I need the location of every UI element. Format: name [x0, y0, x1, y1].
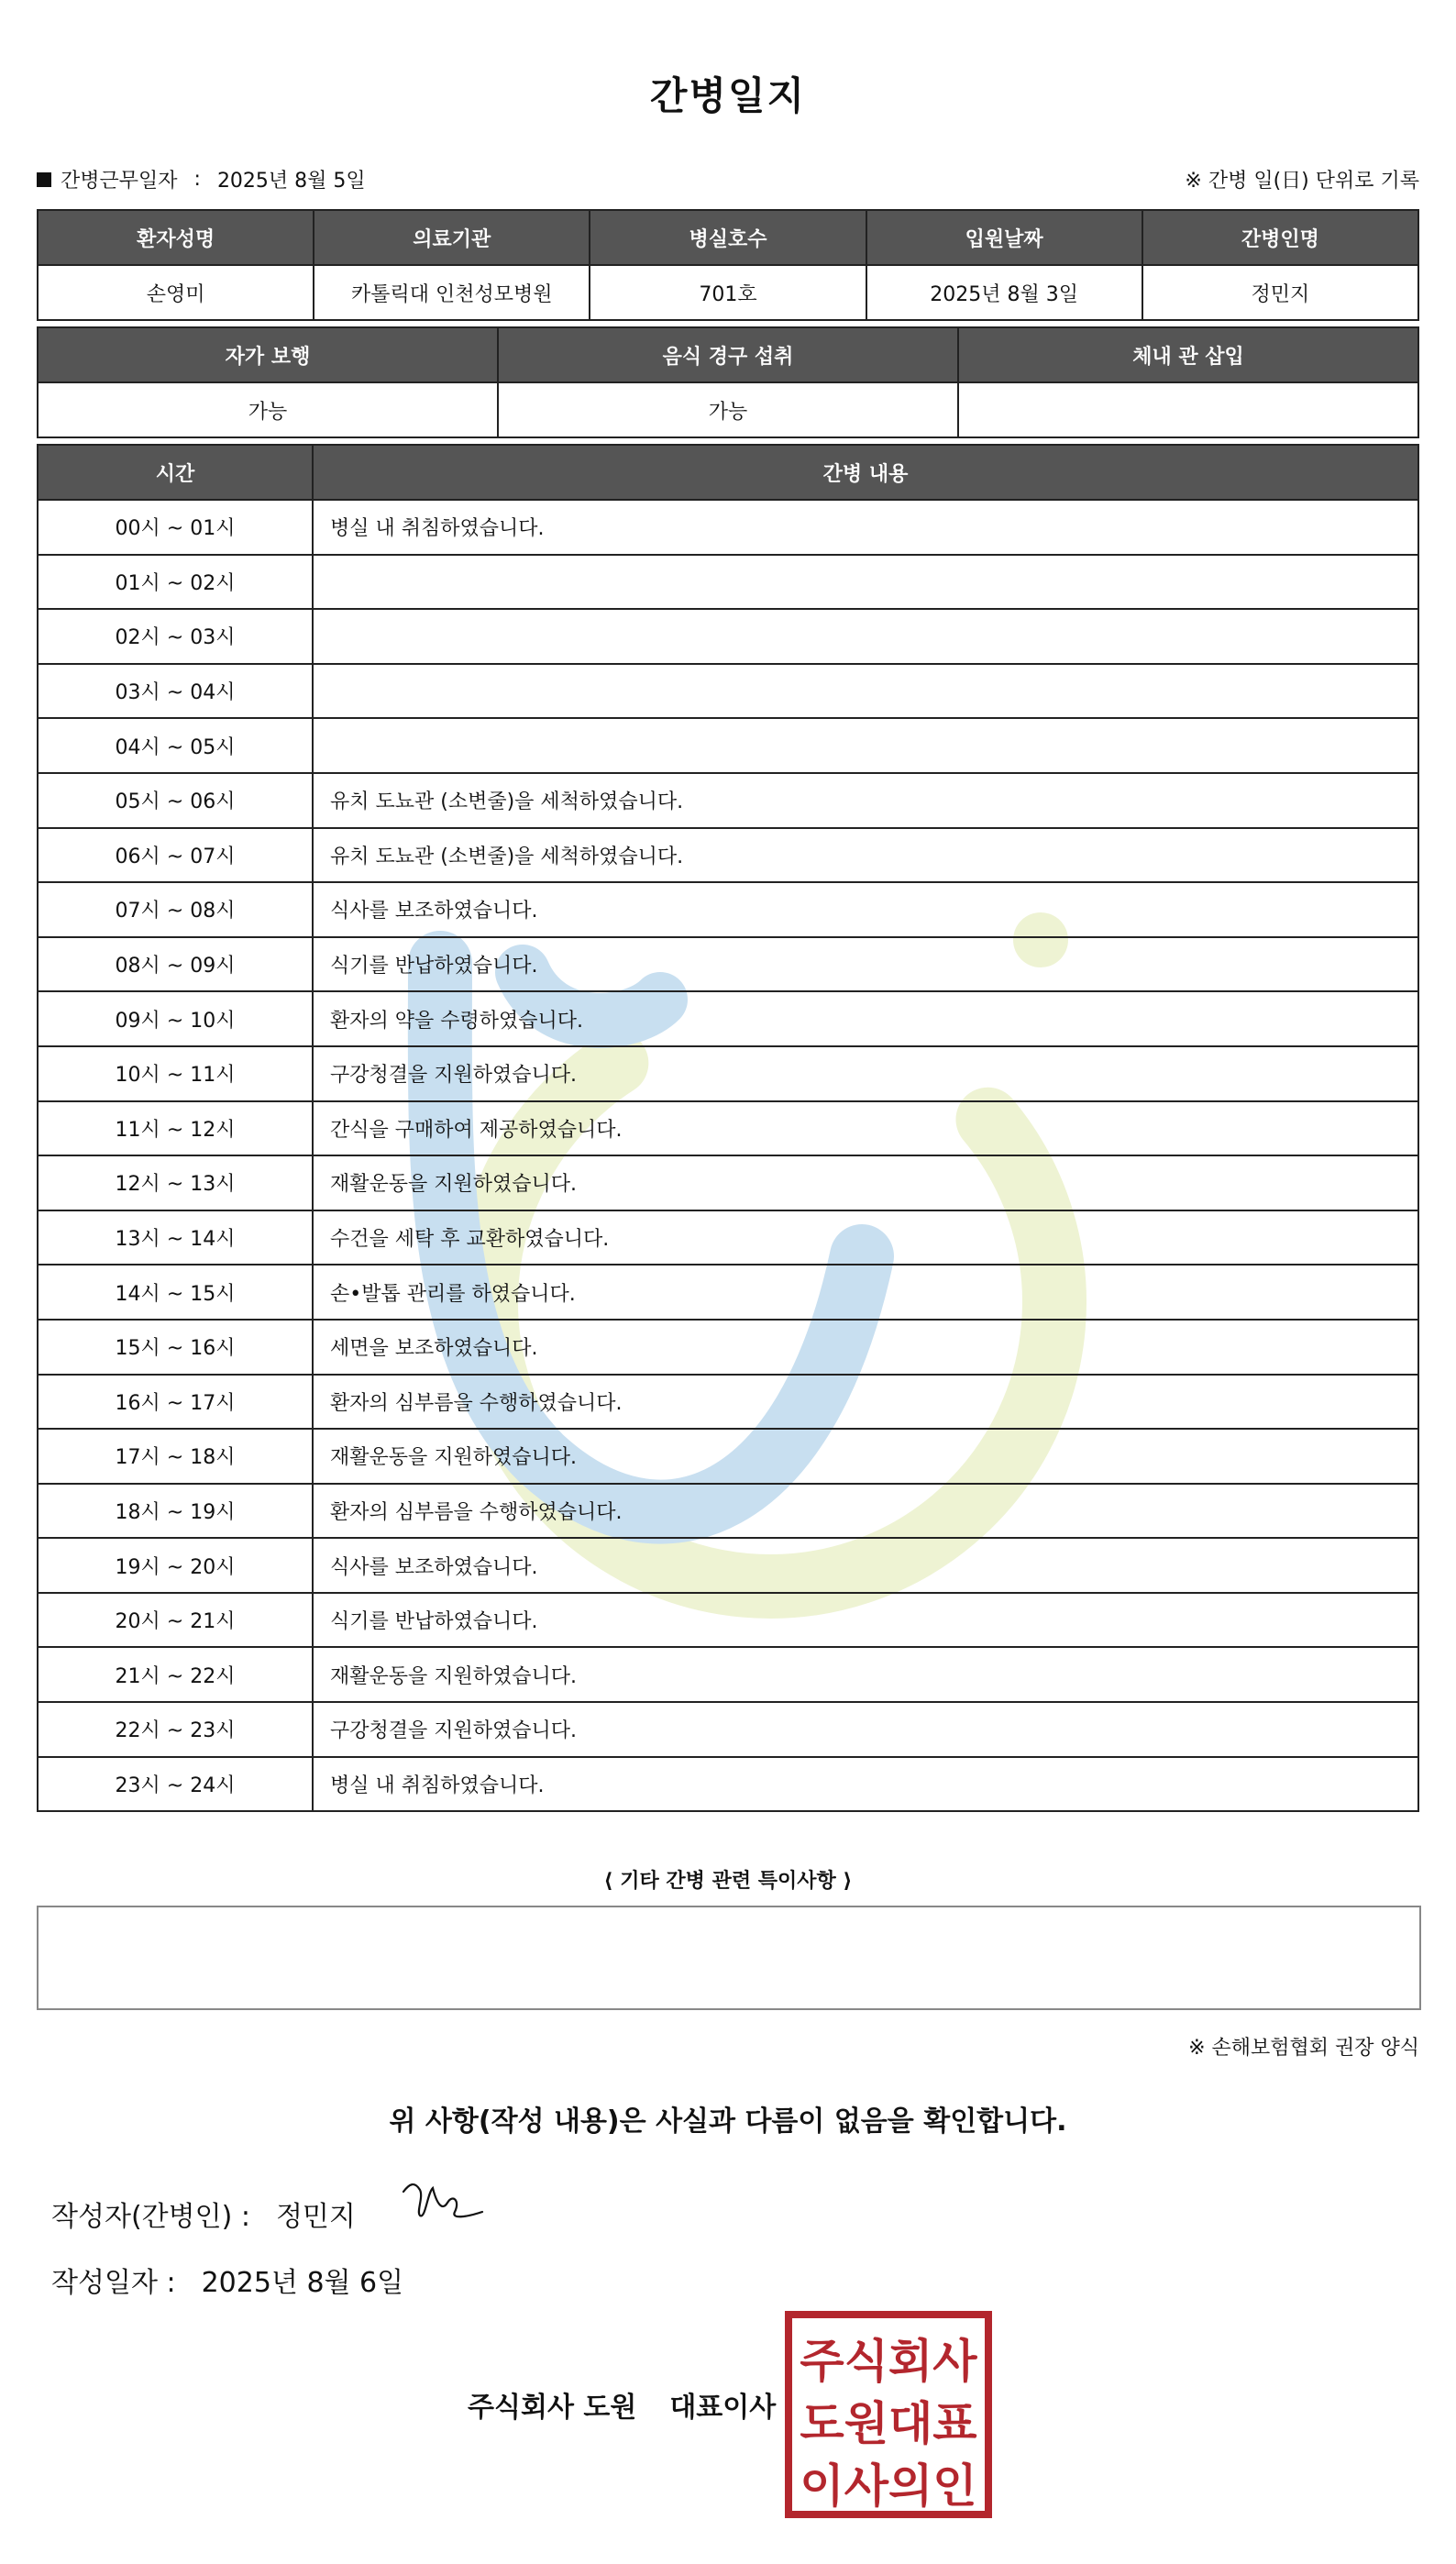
care-log-time: 15시 ~ 16시	[38, 1320, 313, 1375]
svg-text:주식회사: 주식회사	[800, 2335, 977, 2388]
care-log-row	[38, 555, 1418, 610]
care-log-row	[38, 1375, 1418, 1430]
care-log-row	[38, 1647, 1418, 1702]
value-oral-intake: 가능	[498, 382, 958, 437]
care-log-content: 재활운동을 지원하였습니다.	[313, 1155, 1418, 1210]
care-log-time: 02시 ~ 03시	[38, 609, 313, 664]
value-patient-name: 손영미	[38, 265, 314, 320]
care-log-row	[38, 1265, 1418, 1320]
care-log-content: 재활운동을 지원하였습니다.	[313, 1647, 1418, 1702]
care-log-row	[38, 1155, 1418, 1210]
care-log-row	[38, 500, 1418, 555]
care-log-table	[37, 444, 1419, 1812]
care-log-time: 05시 ~ 06시	[38, 773, 313, 828]
patient-status-header-row	[38, 327, 1418, 382]
care-log-row	[38, 828, 1418, 883]
header-tube-insertion: 체내 관 삽입	[958, 327, 1418, 382]
care-log-content: 환자의 심부름을 수행하였습니다.	[313, 1375, 1418, 1430]
value-admission-date: 2025년 8월 3일	[866, 265, 1142, 320]
company-signoff	[468, 2384, 776, 2425]
care-log-time: 08시 ~ 09시	[38, 937, 313, 992]
care-log-time: 22시 ~ 23시	[38, 1702, 313, 1757]
care-log-row	[38, 718, 1418, 773]
care-log-time: 16시 ~ 17시	[38, 1375, 313, 1430]
care-log-content	[313, 718, 1418, 773]
care-log-time: 21시 ~ 22시	[38, 1647, 313, 1702]
patient-status-value-row	[38, 382, 1418, 437]
writer-label: 작성자(간병인) :	[51, 2201, 250, 2233]
work-date-label: 간병근무일자	[61, 170, 178, 193]
bullet-square-icon	[37, 172, 51, 187]
care-log-row	[38, 1702, 1418, 1757]
care-log-row	[38, 1429, 1418, 1484]
care-log-row	[38, 1538, 1418, 1593]
care-log-row	[38, 1046, 1418, 1101]
care-log-content: 유치 도뇨관 (소변줄)을 세척하였습니다.	[313, 773, 1418, 828]
care-log-time: 06시 ~ 07시	[38, 828, 313, 883]
company-name: 주식회사 도원	[468, 2392, 637, 2424]
value-tube-insertion	[958, 382, 1418, 437]
handwritten-signature	[400, 2175, 491, 2230]
care-log-row	[38, 609, 1418, 664]
care-log-row	[38, 1757, 1418, 1812]
care-log-content: 병실 내 취침하였습니다.	[313, 500, 1418, 555]
care-log-content: 손•발톱 관리를 하였습니다.	[313, 1265, 1418, 1320]
representative-title: 대표이사	[669, 2392, 777, 2424]
care-log-content: 병실 내 취침하였습니다.	[313, 1757, 1418, 1812]
header-admission-date: 입원날짜	[866, 210, 1142, 265]
value-hospital: 카톨릭대 인천성모병원	[314, 265, 590, 320]
work-date	[37, 165, 366, 193]
care-log-time: 23시 ~ 24시	[38, 1757, 313, 1812]
care-log-time: 20시 ~ 21시	[38, 1593, 313, 1648]
care-log-content: 식사를 보조하였습니다.	[313, 1538, 1418, 1593]
patient-status-table	[37, 326, 1419, 438]
header-self-walking: 자가 보행	[38, 327, 498, 382]
care-log-content: 식기를 반납하였습니다.	[313, 1593, 1418, 1648]
care-log-content: 식기를 반납하였습니다.	[313, 937, 1418, 992]
value-room: 701호	[590, 265, 866, 320]
bottom-note: ※ 손해보험협회 권장 양식	[1188, 2037, 1419, 2060]
care-log-row	[38, 1484, 1418, 1539]
care-log-content	[313, 664, 1418, 719]
svg-text:이사의인: 이사의인	[800, 2459, 977, 2513]
remarks-box	[37, 1906, 1421, 2010]
header-hospital: 의료기관	[314, 210, 590, 265]
care-log-content: 식사를 보조하였습니다.	[313, 882, 1418, 937]
patient-info-header-row	[38, 210, 1418, 265]
care-log-row	[38, 1101, 1418, 1156]
svg-text:도원대표: 도원대표	[800, 2397, 977, 2450]
company-seal-stamp	[785, 2311, 992, 2518]
care-log-time: 09시 ~ 10시	[38, 991, 313, 1046]
care-log-content	[313, 609, 1418, 664]
care-log-time: 10시 ~ 11시	[38, 1046, 313, 1101]
care-log-row	[38, 882, 1418, 937]
care-log-content: 세면을 보조하였습니다.	[313, 1320, 1418, 1375]
care-log-time: 04시 ~ 05시	[38, 718, 313, 773]
write-date-label: 작성일자 :	[51, 2267, 176, 2299]
care-log-content: 재활운동을 지원하였습니다.	[313, 1429, 1418, 1484]
care-log-time: 01시 ~ 02시	[38, 555, 313, 610]
care-log-header-row	[38, 445, 1418, 500]
write-date	[51, 2260, 403, 2300]
care-log-content: 간식을 구매하여 제공하였습니다.	[313, 1101, 1418, 1156]
value-self-walking: 가능	[38, 382, 498, 437]
care-log-content: 환자의 심부름을 수행하였습니다.	[313, 1484, 1418, 1539]
remarks-title: ⟨ 기타 간병 관련 특이사항 ⟩	[603, 1870, 853, 1893]
care-log-row	[38, 773, 1418, 828]
care-log-time: 03시 ~ 04시	[38, 664, 313, 719]
header-room: 병실호수	[590, 210, 866, 265]
header-oral-intake: 음식 경구 섭취	[498, 327, 958, 382]
care-log-time: 19시 ~ 20시	[38, 1538, 313, 1593]
care-log-time: 07시 ~ 08시	[38, 882, 313, 937]
care-log-content: 환자의 약을 수령하였습니다.	[313, 991, 1418, 1046]
care-log-content: 구강청결을 지원하였습니다.	[313, 1702, 1418, 1757]
care-log-time: 18시 ~ 19시	[38, 1484, 313, 1539]
care-log-row	[38, 664, 1418, 719]
write-date-value: 2025년 8월 6일	[201, 2267, 404, 2299]
care-log-time: 13시 ~ 14시	[38, 1210, 313, 1265]
care-log-content	[313, 555, 1418, 610]
care-log-content: 수건을 세탁 후 교환하였습니다.	[313, 1210, 1418, 1265]
header-patient-name: 환자성명	[38, 210, 314, 265]
care-log-content: 구강청결을 지원하였습니다.	[313, 1046, 1418, 1101]
care-log-row	[38, 1210, 1418, 1265]
top-note: ※ 간병 일(日) 단위로 기록	[1185, 170, 1419, 193]
value-caregiver-name: 정민지	[1142, 265, 1418, 320]
care-log-row	[38, 1593, 1418, 1648]
writer	[51, 2194, 356, 2234]
header-care-content: 간병 내용	[313, 445, 1418, 500]
care-log-row	[38, 937, 1418, 992]
care-log-time: 00시 ~ 01시	[38, 500, 313, 555]
confirmation-text: 위 사항(작성 내용)은 사실과 다름이 없음을 확인합니다.	[389, 2105, 1067, 2138]
care-log-body	[38, 500, 1418, 1811]
care-log-row	[38, 991, 1418, 1046]
header-caregiver-name: 간병인명	[1142, 210, 1418, 265]
work-date-separator: :	[193, 168, 201, 191]
care-log-content: 유치 도뇨관 (소변줄)을 세척하였습니다.	[313, 828, 1418, 883]
patient-info-value-row	[38, 265, 1418, 320]
writer-value: 정민지	[275, 2201, 356, 2233]
document-title: 간병일지	[649, 73, 807, 118]
patient-info-table	[37, 209, 1419, 321]
care-log-time: 12시 ~ 13시	[38, 1155, 313, 1210]
care-log-time: 17시 ~ 18시	[38, 1429, 313, 1484]
header-time: 시간	[38, 445, 313, 500]
care-log-time: 14시 ~ 15시	[38, 1265, 313, 1320]
care-log-row	[38, 1320, 1418, 1375]
work-date-value: 2025년 8월 5일	[216, 170, 366, 193]
care-log-time: 11시 ~ 12시	[38, 1101, 313, 1156]
